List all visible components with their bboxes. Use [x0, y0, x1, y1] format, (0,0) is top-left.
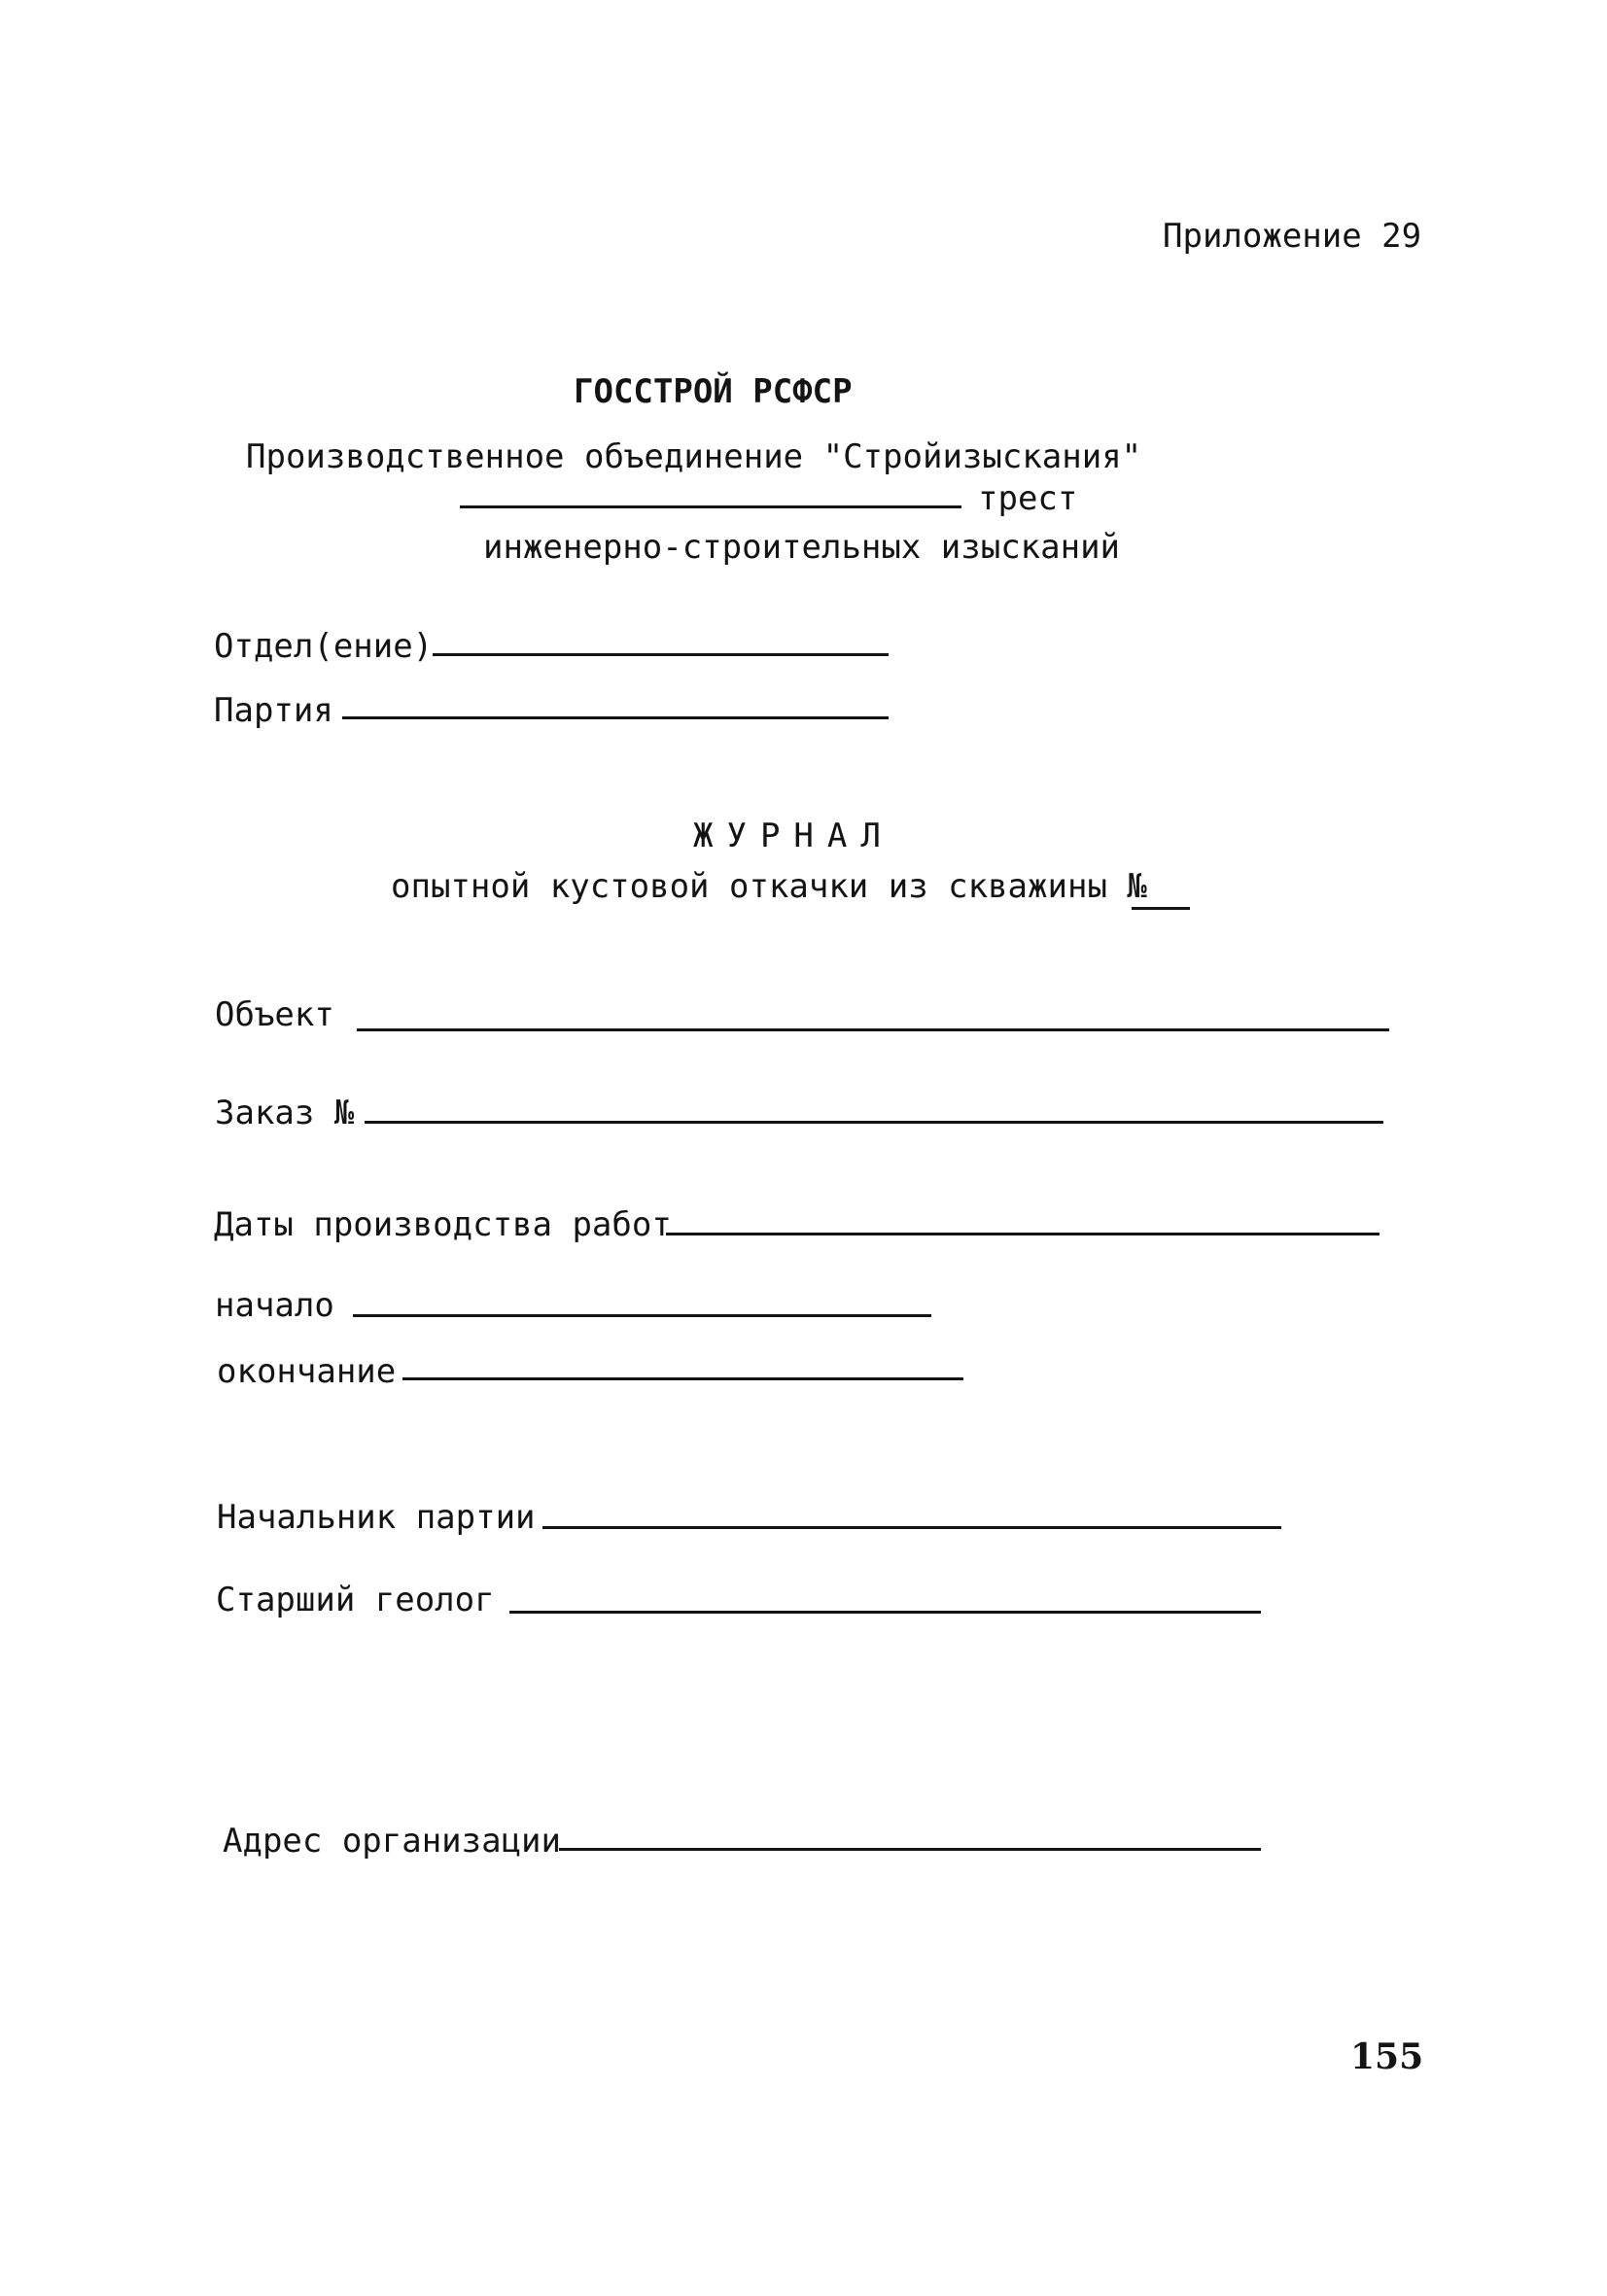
order-label: Заказ № [215, 1094, 355, 1132]
association-name: Производственное объединение "Стройизыскания" [246, 437, 1142, 476]
appendix-label: Приложение 29 [1163, 217, 1422, 256]
end-date-blank-line[interactable] [402, 1377, 963, 1380]
party-blank-line[interactable] [342, 716, 889, 719]
end-date-label: окончание [217, 1352, 397, 1391]
trust-suffix: трест [978, 479, 1078, 518]
trust-name-blank-line[interactable] [460, 505, 961, 508]
well-number-blank-line[interactable] [1132, 907, 1190, 910]
journal-title: ЖУРНАЛ [693, 817, 894, 855]
party-label: Партия [214, 691, 333, 730]
work-dates-label: Даты производства работ [214, 1205, 672, 1244]
work-dates-blank-line[interactable] [666, 1233, 1380, 1235]
page-number: 155 [1350, 2036, 1424, 2077]
organization-address-blank-line[interactable] [559, 1848, 1261, 1851]
organization-address-label: Адрес организации [223, 1822, 561, 1861]
department-label: Отдел(ение) [214, 627, 434, 666]
journal-subtitle: опытной кустовой откачки из скважины № [391, 867, 1147, 906]
object-blank-line[interactable] [357, 1028, 1389, 1031]
start-date-blank-line[interactable] [353, 1314, 931, 1317]
party-chief-blank-line[interactable] [542, 1526, 1281, 1529]
department-blank-line[interactable] [433, 653, 889, 656]
order-blank-line[interactable] [365, 1121, 1383, 1124]
object-label: Объект [215, 995, 334, 1034]
trust-description: инженерно-строительных изысканий [483, 528, 1121, 567]
start-date-label: начало [215, 1286, 334, 1325]
senior-geologist-blank-line[interactable] [509, 1611, 1261, 1614]
agency-title: ГОССТРОЙ РСФСР [574, 372, 853, 411]
party-chief-label: Начальник партии [217, 1498, 536, 1537]
senior-geologist-label: Старший геолог [216, 1581, 495, 1619]
